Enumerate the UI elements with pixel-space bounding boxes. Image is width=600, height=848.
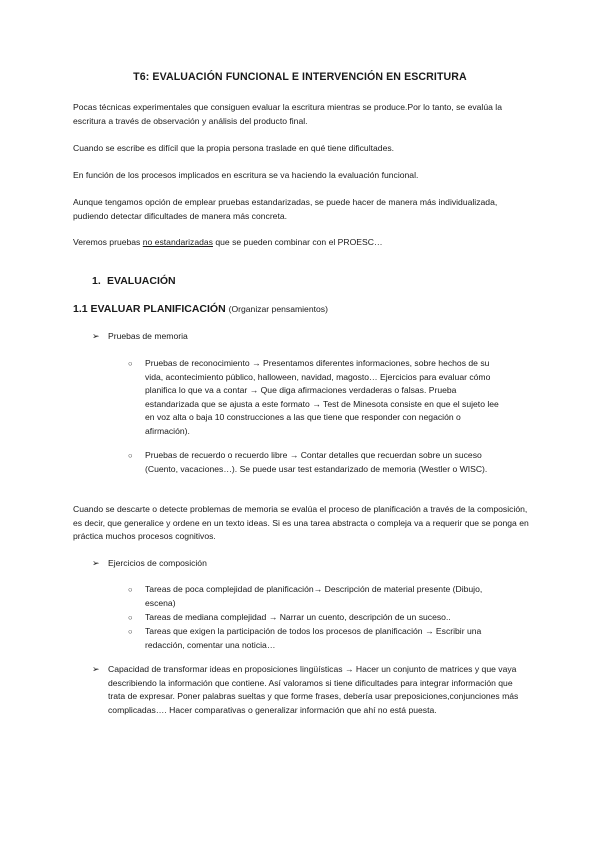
sub-bullet-reconocimiento xyxy=(128,357,500,438)
paragraph-text: En función de los procesos implicados en escritura se va haciendo la evaluación funcional. xyxy=(73,170,419,180)
intro-paragraph-3 xyxy=(73,169,533,183)
paragraph-text xyxy=(73,236,533,250)
intro-paragraph-2 xyxy=(73,142,533,156)
subsection-subtitle: (Organizar pensamientos) xyxy=(228,304,328,314)
bullet-text: Pruebas de recuerdo o recuerdo libre → Contar detalles que recuerdan sobre un suceso (Cuento, vacaciones…). Se puede usar test estandarizado de memoria (Westler o WISC). xyxy=(145,450,488,474)
subsection-title: 1.1 EVALUAR PLANIFICACIÓN xyxy=(73,303,226,315)
bullet-text: Capacidad de transformar ideas en proposiciones lingüísticas → Hacer un conjunto de matrices y que vaya describiendo la información que contiene. Así valoramos si tiene dificultades para integrar información que trata de expresar. Poner palabras sueltas y que forme frases, debería usar preposiciones,conjunciones más complicadas…. Hacer comparativas o generalizar información que ahí no está puesta. xyxy=(108,664,519,715)
bullet-text: Tareas de poca complejidad de planificación→ Descripción de material presente (Dibujo, escena) xyxy=(145,584,483,608)
bullet-text: Pruebas de memoria xyxy=(108,331,188,341)
sub-bullet-todos-procesos xyxy=(128,625,500,652)
intro-paragraph-4 xyxy=(73,196,533,223)
bullet-ejercicios-composicion xyxy=(92,557,532,571)
circle-bullet-icon: ○ xyxy=(128,359,133,368)
section-title: EVALUACIÓN xyxy=(107,275,176,287)
text-run: Veremos pruebas xyxy=(73,237,143,247)
arrow-bullet-icon: ➢ xyxy=(92,331,100,341)
underlined-text: no estandarizadas xyxy=(142,237,213,247)
circle-bullet-icon: ○ xyxy=(128,613,133,622)
bullet-pruebas-memoria xyxy=(92,330,532,344)
document-title: T6: EVALUACIÓN FUNCIONAL E INTERVENCIÓN EN ESCRITURA xyxy=(133,71,467,83)
subsection-heading-planificacion xyxy=(73,303,328,315)
paragraph-text: Pocas técnicas experimentales que consiguen evaluar la escritura mientras se produce.Por lo tanto, se evalúa la escritura a través de observación y análisis del producto final. xyxy=(73,102,502,126)
bullet-text: Ejercicios de composición xyxy=(108,558,207,568)
circle-bullet-icon: ○ xyxy=(128,451,133,460)
bullet-capacidad-transformar xyxy=(92,663,532,717)
bullet-text: Tareas de mediana complejidad → Narrar un cuento, descripción de un suceso.. xyxy=(145,612,451,622)
intro-paragraph-1 xyxy=(73,101,533,128)
paragraph-text: Aunque tengamos opción de emplear pruebas estandarizadas, se puede hacer de manera más individualizada, pudiendo detectar dificultades de manera más concreta. xyxy=(73,197,498,221)
sub-bullet-poca-complejidad xyxy=(128,583,500,610)
text-run: que se pueden combinar con el PROESC… xyxy=(212,237,383,247)
sub-bullet-recuerdo-libre xyxy=(128,449,500,476)
circle-bullet-icon: ○ xyxy=(128,585,133,594)
paragraph-descarte xyxy=(73,503,533,544)
sub-bullet-mediana-complejidad xyxy=(128,611,500,625)
bullet-text: Pruebas de reconocimiento → Presentamos diferentes informaciones, sobre hechos de su vida, acontecimiento público, halloween, navidad, magosto… Ejercicios para evaluar cómo planifica lo que va a contar → Que diga afirmaciones verdaderas o falsas. Prueba estandarizada que se ajusta a este formato → Test de Minesota consiste en que el sujeto lee en voz alta o baja 10 construcciones a las que tiene que responder con negación o afirmación). xyxy=(145,358,499,436)
paragraph-text: Cuando se descarte o detecte problemas de memoria se evalúa el proceso de planificación a través de la composición, es decir, que generalice y ordene en un texto ideas. Si es una tarea abstracta o compleja va a requerir que se ponga en práctica muchos procesos cognitivos. xyxy=(73,504,529,541)
intro-paragraph-5 xyxy=(73,236,533,250)
section-number: 1. xyxy=(92,275,101,287)
arrow-bullet-icon: ➢ xyxy=(92,664,100,674)
section-heading-evaluacion xyxy=(92,275,176,287)
paragraph-text: Cuando se escribe es difícil que la propia persona traslade en qué tiene dificultades. xyxy=(73,143,395,153)
arrow-bullet-icon: ➢ xyxy=(92,558,100,568)
circle-bullet-icon: ○ xyxy=(128,627,133,636)
bullet-text: Tareas que exigen la participación de todos los procesos de planificación → Escribir una redacción, comentar una noticia… xyxy=(145,626,482,650)
